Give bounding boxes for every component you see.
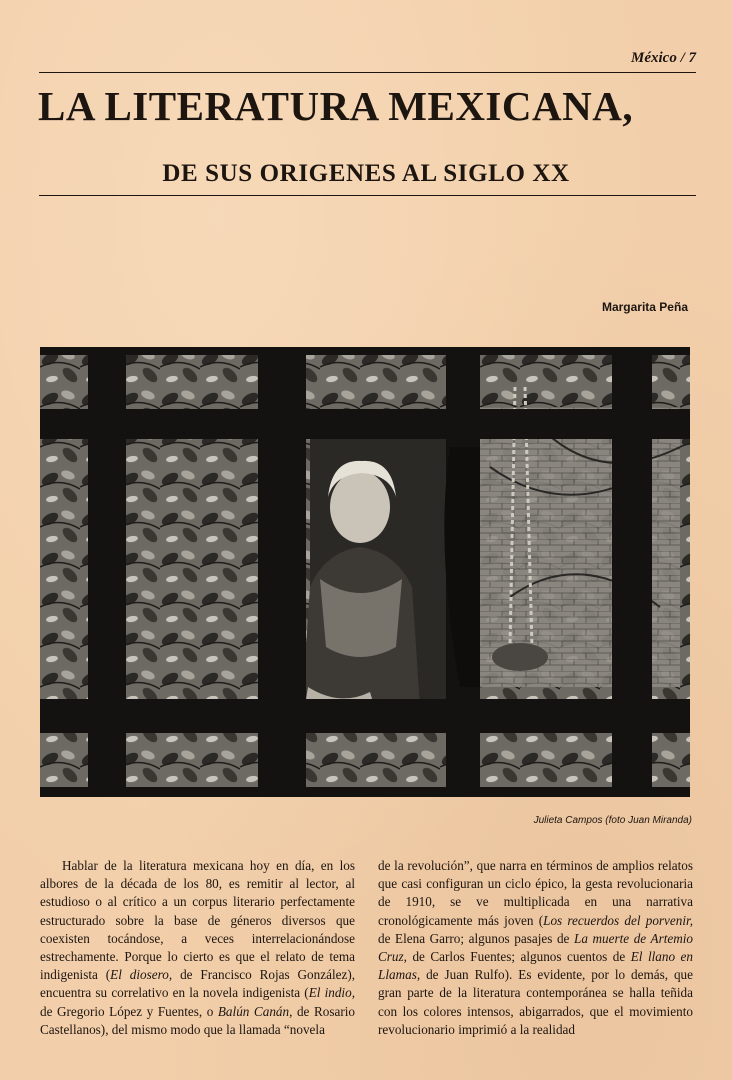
book-title: El diosero,	[110, 967, 173, 983]
article-subtitle: DE SUS ORIGENES AL SIGLO XX	[162, 160, 570, 187]
article-photo	[40, 347, 690, 797]
text-run: de la revolución”, que narra en términos de amplios relatos que casi configuran un ciclo épico, la gesta revolucionaria de 1910, se ve multiplicada en una narrativa cronológicamente más joven (	[378, 858, 693, 928]
text-run: Hablar de la literatura mexicana hoy en día, en los albores de la década de los 80, es remitir al lector, al estudioso o al crítico a un corpus literario perfectamente estructurado sobre la base de géneros diversos que coexisten tocándose, a veces interrelacionándose estrechamente. Porque lo cierto es que el relato de tema indigenista (	[40, 858, 355, 983]
book-title: Los recuerdos del porvenir,	[543, 912, 693, 928]
running-head: México / 7	[631, 50, 696, 66]
paragraph	[378, 857, 693, 1039]
paragraph	[40, 857, 355, 1039]
text-run: de Juan Rulfo). Es evidente, por lo demás, que gran parte de la literatura contemporánea se halla teñida con los colores intensos, abigarrados, que el movimiento revolucionario imprimió a la realidad	[378, 967, 693, 1037]
top-rule	[39, 72, 696, 73]
book-title: El indio,	[308, 985, 355, 1001]
author-byline: Margarita Peña	[601, 300, 688, 314]
text-run: de Elena Garro; algunos pasajes de	[378, 930, 574, 946]
text-column-right	[378, 857, 693, 1039]
text-run: de Rosario Castellanos), del mismo modo que la llamada “novela	[40, 1003, 355, 1037]
text-run: de Carlos Fuentes; algunos cuentos de	[406, 949, 631, 965]
book-title: Balún Canán,	[217, 1003, 293, 1019]
text-run: de Gregorio López y Fuentes, o	[40, 1003, 218, 1019]
article-title: LA LITERATURA MEXICANA,	[38, 83, 634, 129]
bottom-rule	[39, 195, 696, 196]
photo-illustration	[40, 347, 690, 797]
text-column-left	[40, 857, 355, 1039]
book-title: La muerte de Artemio Cruz,	[378, 930, 693, 965]
book-title: El llano en Llamas,	[378, 949, 693, 983]
text-run: de Francisco Rojas González), encuentra su correlativo en la novela indigenista (	[40, 967, 356, 1001]
photo-caption: Julieta Campos (foto Juan Miranda)	[533, 815, 692, 826]
